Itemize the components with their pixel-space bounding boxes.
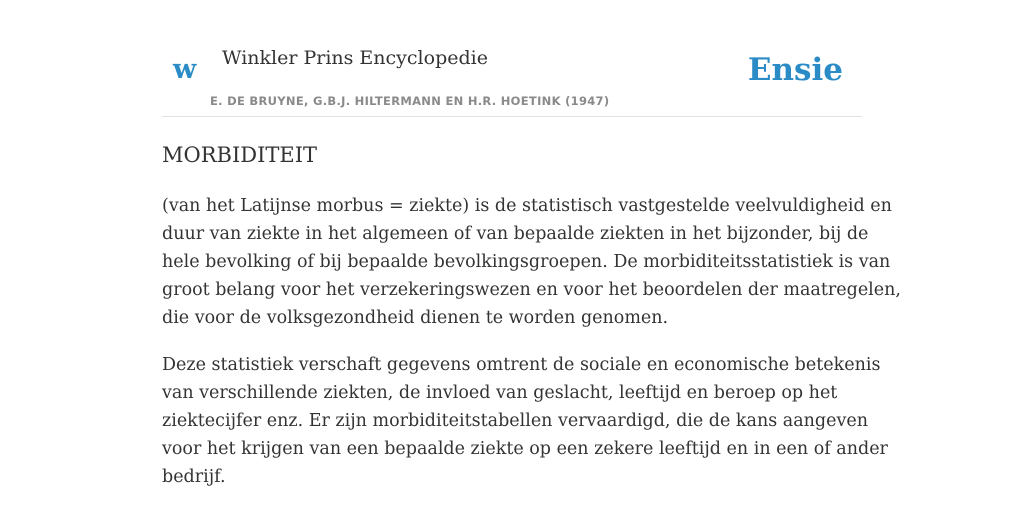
paragraph-1 — [162, 192, 901, 332]
header — [162, 0, 862, 117]
paragraph-line: duur van ziekte in het algemeen of van bepaalde ziekten in het bijzonder, bij de — [162, 224, 869, 244]
entry-body — [162, 192, 901, 510]
book-logo-icon[interactable]: w — [173, 54, 197, 85]
paragraph-line: (van het Latijnse morbus = ziekte) is de statistisch vastgestelde veelvuldigheid en — [162, 196, 892, 216]
paragraph-line: ziektecijfer enz. Er zijn morbiditeitstabellen vervaardigd, die de kans aangeven — [162, 411, 868, 431]
entry-title: MORBIDITEIT — [162, 143, 318, 167]
ensie-logo[interactable]: Ensie — [747, 52, 843, 88]
paragraph-line: groot belang voor het verzekeringswezen en voor het beoordelen der maatregelen, — [162, 280, 901, 300]
paragraph-line: voor het krijgen van een bepaalde ziekte op een zekere leeftijd en in een of ander — [162, 439, 888, 459]
paragraph-line: van verschillende ziekten, de invloed van geslacht, leeftijd en beroep op het — [162, 383, 838, 403]
paragraph-line: Deze statistiek verschaft gegevens omtrent de sociale en economische betekenis — [162, 355, 881, 375]
paragraph-line: hele bevolking of bij bepaalde bevolkingsgroepen. De morbiditeitsstatistiek is van — [162, 252, 891, 272]
paragraph-2 — [162, 351, 888, 491]
paragraph-line: bedrijf. — [162, 467, 226, 487]
paragraph-line: die voor de volksgezondheid dienen te worden genomen. — [162, 308, 669, 328]
book-authors: E. DE BRUYNE, G.B.J. HILTERMANN EN H.R. HOETINK (1947) — [210, 94, 610, 108]
book-title-link[interactable]: Winkler Prins Encyclopedie — [222, 47, 488, 69]
